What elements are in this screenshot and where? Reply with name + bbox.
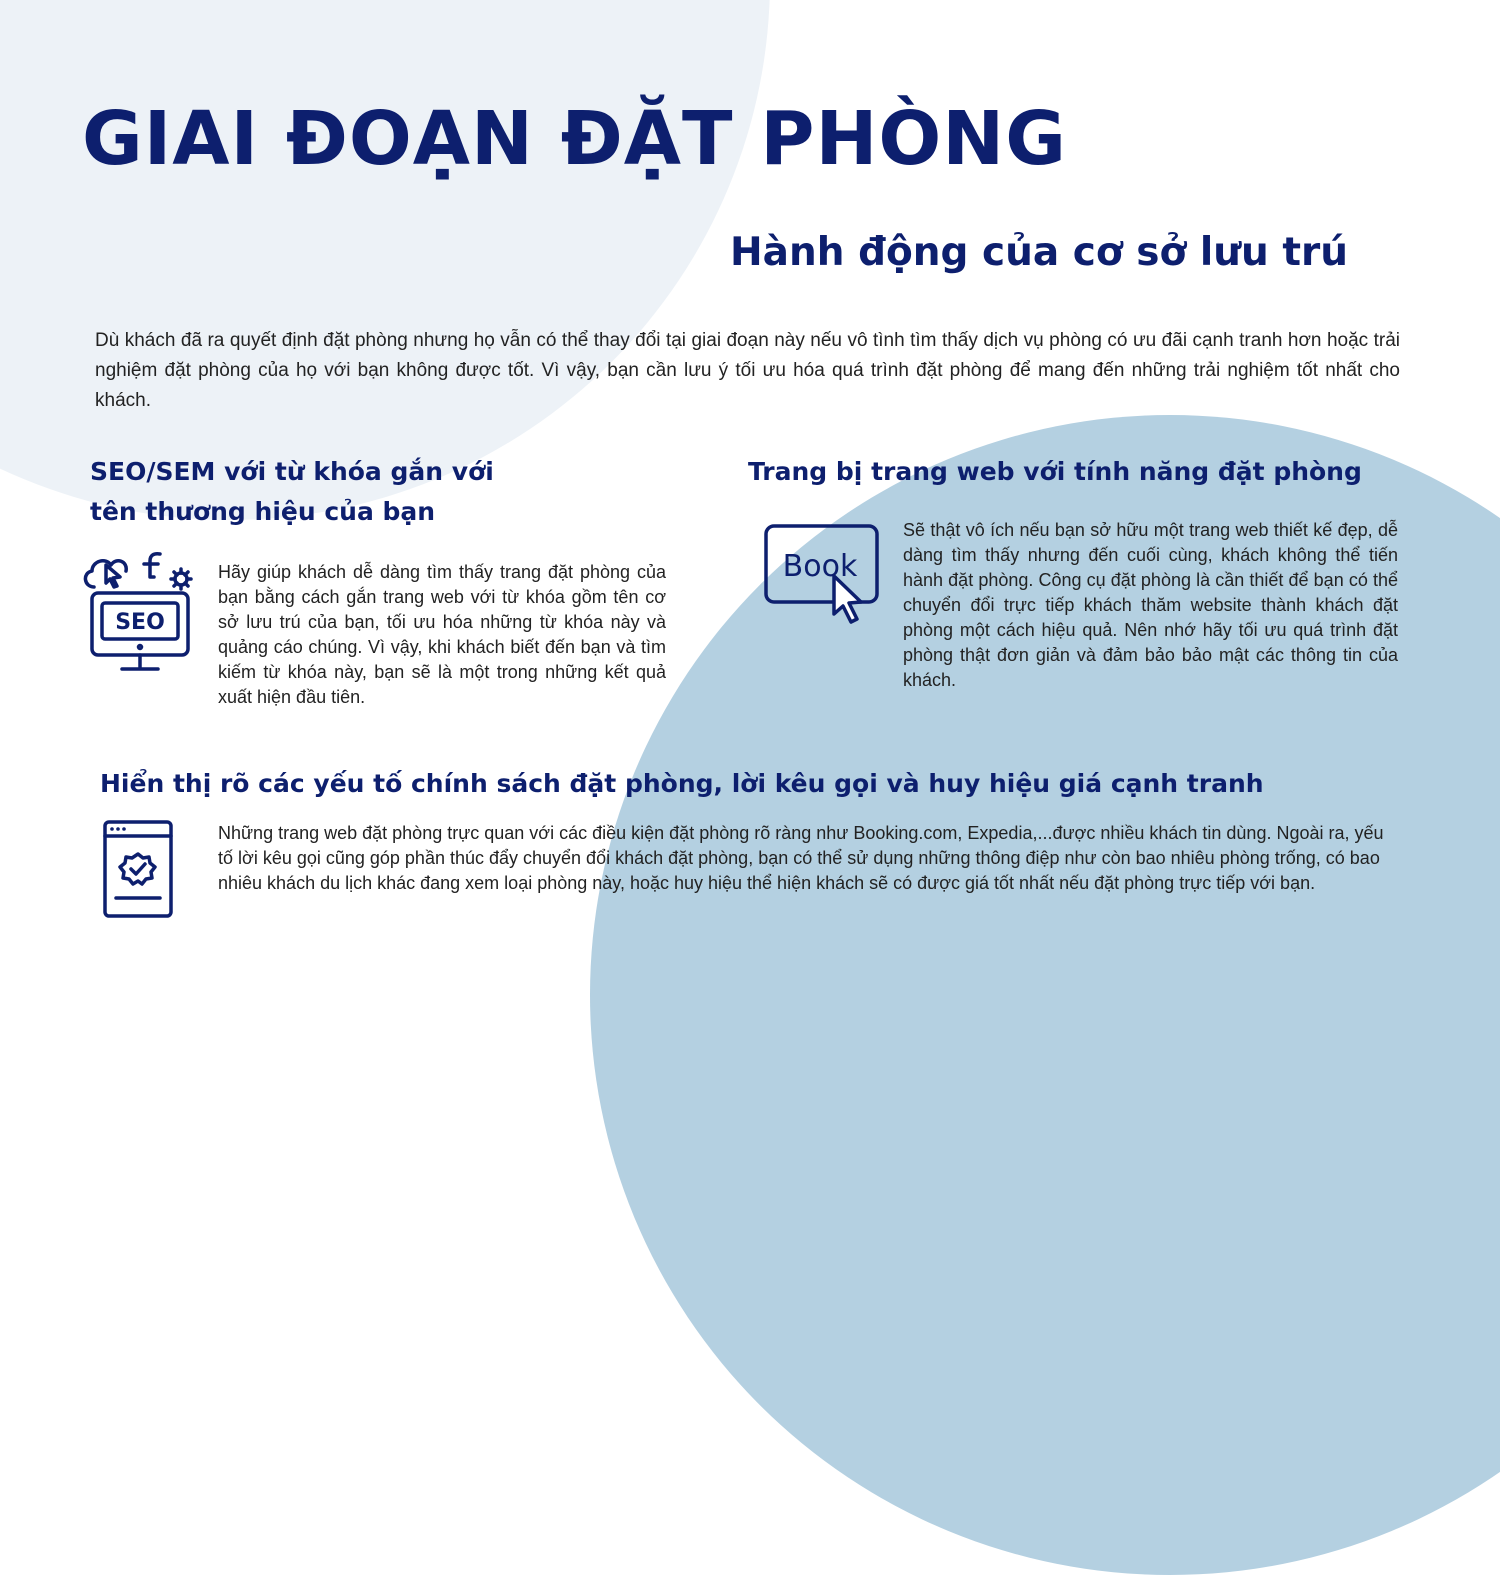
seo-heading-line2: tên thương hiệu của bạn (90, 497, 436, 526)
web-booking-heading: Trang bị trang web với tính năng đặt phòng (748, 457, 1362, 486)
seo-heading-line1: SEO/SEM với từ khóa gắn với (90, 457, 494, 486)
seo-text: Hãy giúp khách dễ dàng tìm thấy trang đặt phòng của bạn bằng cách gắn trang web với từ khóa gồm tên cơ sở lưu trú của bạn, tối ưu hóa những từ khóa này và quảng cáo chúng. Vì vậy, khi khách biết đến bạn và tìm kiếm từ khóa này, bạn sẽ là một trong những kết quả xuất hiện đầu tiên. (218, 562, 666, 707)
page-subtitle: Hành động của cơ sở lưu trú (730, 230, 1349, 275)
verified-badge-window-icon (102, 818, 174, 920)
seo-monitor-icon (80, 547, 200, 675)
seo-heading (90, 452, 494, 532)
book-button-icon (762, 520, 887, 628)
book-icon-label: Book (782, 549, 858, 584)
background-circle-top (0, 0, 770, 520)
page-title: GIAI ĐOẠN ĐẶT PHÒNG (82, 96, 1067, 182)
policy-heading: Hiển thị rõ các yếu tố chính sách đặt phòng, lời kêu gọi và huy hiệu giá cạnh tranh (100, 769, 1264, 798)
web-booking-text: Sẽ thật vô ích nếu bạn sở hữu một trang web thiết kế đẹp, dễ dàng tìm thấy nhưng đến cuối cùng, khách không thể tiến hành đặt phòng. Công cụ đặt phòng là cần thiết để bạn có thể chuyển đổi trực tiếp khách thăm website thành khách đặt phòng một cách hiệu quả. Nên nhớ hãy tối ưu quá trình đặt phòng thật đơn giản và đảm bảo bảo mật các thông tin của khách. (903, 520, 1398, 690)
intro-paragraph: Dù khách đã ra quyết định đặt phòng nhưng họ vẫn có thể thay đổi tại giai đoạn này nếu vô tình tìm thấy dịch vụ phòng có ưu đãi cạnh tranh hơn hoặc trải nghiệm đặt phòng của họ với bạn không được tốt. Vì vậy, bạn cần lưu ý tối ưu hóa quá trình đặt phòng để mang đến những trải nghiệm tốt nhất cho khách. (95, 330, 1400, 411)
seo-icon-label: SEO (115, 610, 165, 635)
policy-text: Những trang web đặt phòng trực quan với các điều kiện đặt phòng rõ ràng như Booking.com, Expedia,...được nhiều khách tin dùng. Ngoài ra, yếu tố lời kêu gọi cũng góp phần thúc đẩy chuyển đổi khách đặt phòng, bạn có thể sử dụng những thông điệp như còn bao nhiêu phòng trống, có bao nhiêu khách du lịch khác đang xem loại phòng này, hoặc huy hiệu thể hiện khách sẽ có được giá tốt nhất nếu đặt phòng trực tiếp với bạn. (218, 823, 1384, 893)
